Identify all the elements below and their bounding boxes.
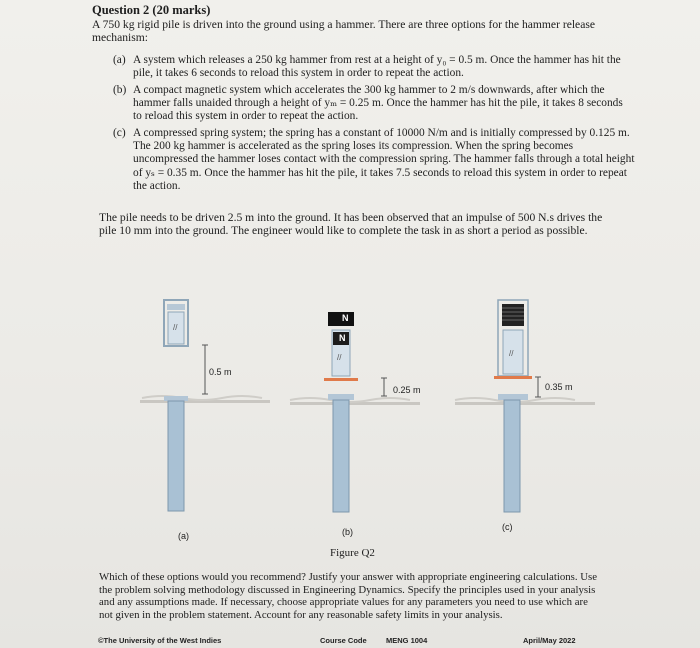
option-a-text: A system which releases a 250 kg hammer from rest at a height of y₀ = 0.5 m. Once the hammer has hit the pile, it takes 6 seconds to reload this system in order to repeat the action. [133, 54, 621, 80]
magnet-label: N [342, 313, 349, 323]
height-label-c: 0.35 m [545, 382, 573, 392]
option-b-text: A compact magnetic system which accelerates the 300 kg hammer to 2 m/s downwards, after which the hammer falls unaided through a height of yₘ = 0.25 m. Once the hammer has hit the pile, it takes 8 seconds to reload this system in order to repeat the action. [133, 84, 623, 123]
magnet-block [328, 312, 354, 326]
panel-c [455, 300, 595, 512]
ground-scribble-a [142, 396, 262, 400]
question-intro: A 750 kg rigid pile is driven into the ground using a hammer. There are three options for the hammer release mechanism: [92, 18, 596, 44]
pile-c [504, 400, 520, 512]
pile-top-a [164, 396, 188, 401]
compressed-spring [502, 304, 524, 326]
footer-course-code-label: Course Code [320, 636, 367, 645]
option-c-text: A compressed spring system; the spring has a constant of 10000 N/m and is initially compressed by 0.125 m. The 200 kg hammer is accelerated as the spring loses its compression. When the spring becomes uncompressed the hammer loses contact with the compression spring. The hammer falls through a total height of yₛ = 0.35 m. Once the hammer has hit the pile, it takes 7.5 seconds to reload this system in order to repeat the action. [133, 127, 635, 192]
option-b [113, 84, 633, 124]
pile-paragraph: The pile needs to be driven 2.5 m into the ground. It has been observed that an impulse of 500 N.s drives the pile 10 mm into the ground. The engineer would like to complete the task in as short a period as possible. [99, 211, 603, 237]
plate-c [494, 376, 532, 379]
panel-c-label: (c) [502, 522, 513, 532]
pile-top-b [328, 394, 354, 400]
height-label-b: 0.25 m [393, 385, 421, 395]
footer [98, 636, 598, 648]
footer-institution: ©The University of the West Indies [98, 636, 222, 645]
figure-q2 [140, 290, 610, 560]
panel-a-label: (a) [178, 531, 189, 541]
hammer-slash-a: // [173, 323, 178, 332]
pile-top-c [498, 394, 528, 400]
panel-b [290, 312, 420, 512]
footer-date: April/May 2022 [523, 636, 576, 645]
plate-b [324, 378, 358, 381]
pile-b [333, 400, 349, 512]
question-title: Question 2 (20 marks) [92, 3, 211, 17]
option-c-label: (c) [113, 127, 126, 139]
pile-a [168, 401, 184, 511]
hammer-slash-c: // [509, 349, 514, 358]
panel-a [140, 300, 270, 511]
hammer-slash-b: // [337, 353, 342, 362]
hammer-magnet-label: N [339, 333, 346, 343]
figure-caption: Figure Q2 [330, 547, 375, 559]
panel-b-label: (b) [342, 527, 353, 537]
final-paragraph: Which of these options would you recommend? Justify your answer with appropriate engineering calculations. Use the problem solving methodology discussed in Engineering Dynamics. Specify the principles used in your analysis and any assumptions made. If necessary, choose appropriate values for any parameters you need to use which are not given in the problem statement. Account for any reasonable safety limits in your analysis. [99, 571, 598, 621]
option-c [113, 127, 638, 193]
option-a-label: (a) [113, 54, 126, 66]
height-label-a: 0.5 m [209, 367, 232, 377]
option-b-label: (b) [113, 84, 127, 96]
hammer-top-a [167, 304, 185, 310]
footer-course-code: MENG 1004 [386, 636, 428, 645]
option-a [113, 54, 633, 80]
